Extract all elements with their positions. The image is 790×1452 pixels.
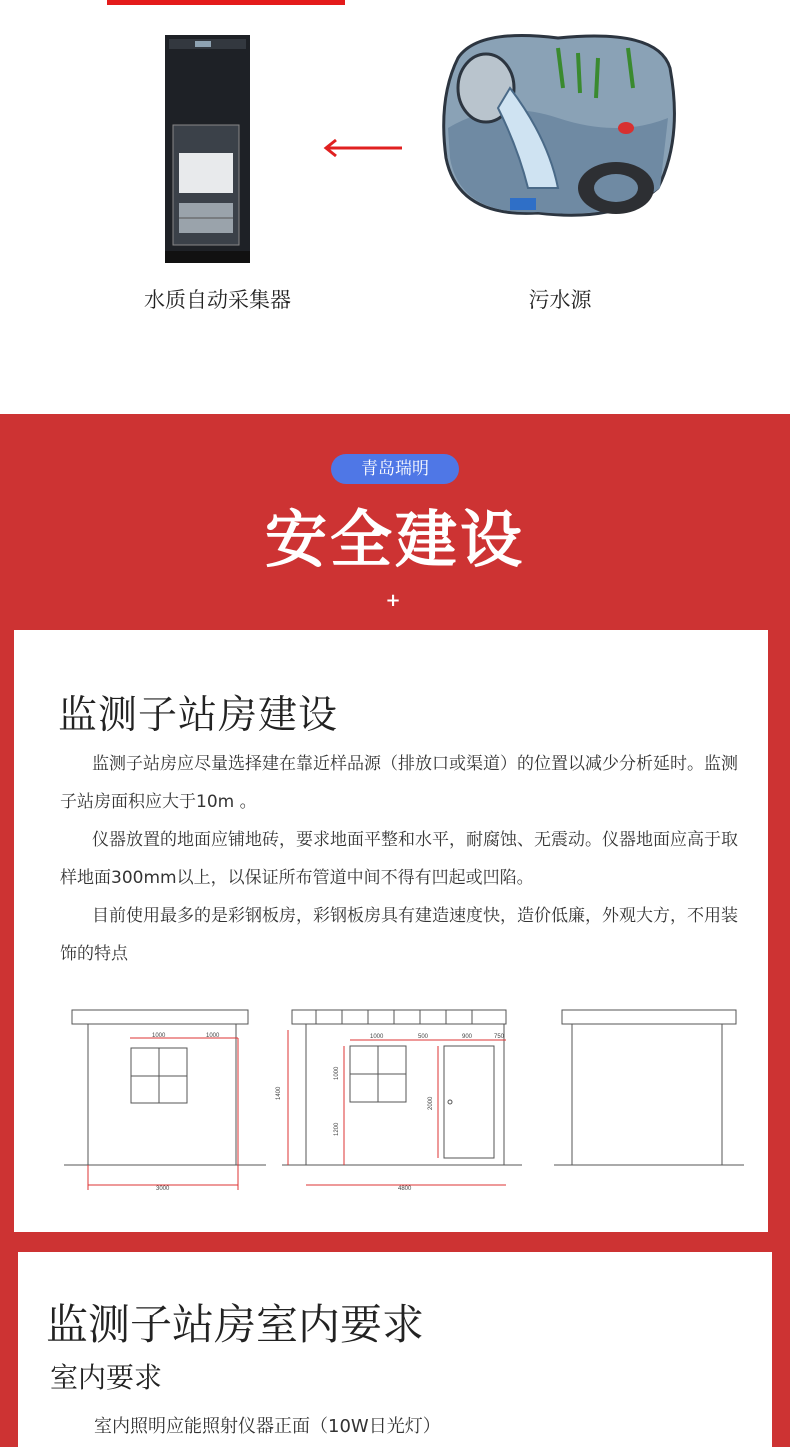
dim-mid-height-total: 1400	[276, 1086, 282, 1100]
dim-mid-edge: 750	[494, 1034, 505, 1040]
dim-mid-total: 4800	[398, 1186, 412, 1192]
water-sampler-cabinet-image	[165, 35, 250, 263]
sewage-source-illustration	[438, 28, 678, 218]
paragraph-steel-house: 目前使用最多的是彩钢板房，彩钢板房具有建造速度快，造价低廉，外观大方，不用装饰的特点	[60, 906, 738, 964]
dim-mid-sill: 1200	[334, 1122, 340, 1136]
plus-icon: +	[385, 590, 401, 611]
flow-arrow-icon	[322, 138, 404, 158]
dim-mid-door: 900	[462, 1034, 473, 1040]
paragraph-floor: 仪器放置的地面应铺地砖，要求地面平整和水平，耐腐蚀、无震动。仪器地面应高于取样地面300mm以上，以保证所布管道中间不得有凹起或凹陷。	[60, 830, 738, 888]
sewage-source-label: 污水源	[528, 288, 592, 312]
top-accent-bar	[107, 0, 345, 5]
dim-left-window: 1000	[152, 1033, 166, 1039]
dim-mid-gap: 500	[418, 1034, 429, 1040]
indoor-requirements-subheading: 室内要求	[50, 1361, 163, 1394]
collector-label: 水质自动采集器	[144, 288, 291, 312]
right-elevation	[554, 1010, 744, 1165]
indoor-requirements-heading: 监测子站房室内要求	[46, 1300, 425, 1349]
dim-left-total: 3000	[156, 1186, 170, 1192]
dim-mid-door-height: 2000	[428, 1096, 434, 1110]
brand-badge: 青岛瑞明	[331, 454, 459, 484]
dim-mid-window: 1000	[370, 1034, 384, 1040]
dim-mid-window-height: 1000	[334, 1066, 340, 1080]
middle-elevation	[282, 1010, 522, 1185]
lighting-requirement: 室内照明应能照射仪器正面（10W日光灯）	[94, 1416, 441, 1437]
station-construction-heading: 监测子站房建设	[58, 693, 339, 738]
section-title: 安全建设	[264, 503, 525, 576]
paragraph-location: 监测子站房应尽量选择建在靠近样品源（排放口或渠道）的位置以减少分析延时。监测子站房面积应大于10m 。	[60, 754, 738, 812]
dim-left-offset: 1000	[206, 1033, 220, 1039]
station-house-drawing	[60, 1000, 750, 1200]
